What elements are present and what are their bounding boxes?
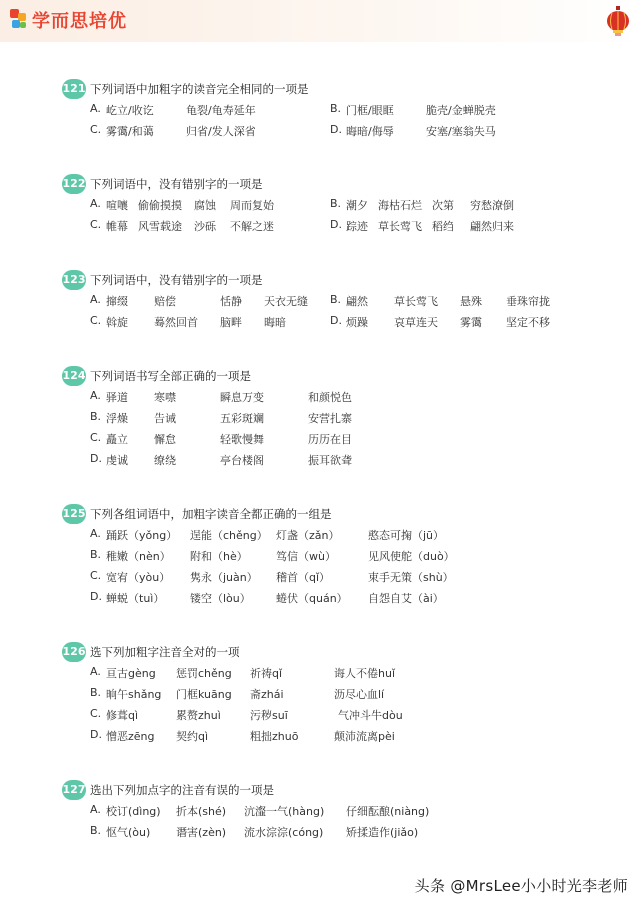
option-word: 海枯石烂 (378, 199, 422, 212)
option-word: 怄气(òu) (106, 826, 151, 839)
option-word: 告诫 (154, 412, 176, 425)
option-row (62, 567, 582, 588)
option-word: 踊跃（yǒng） (106, 529, 178, 542)
option-word: 稚嫩（nèn） (106, 550, 171, 563)
option-word: 历历在目 (308, 433, 352, 446)
option-word: 气冲斗牛dòu (338, 709, 403, 722)
option-row (62, 801, 582, 822)
option-row (62, 312, 582, 333)
option-word: 颠沛流离pèi (334, 730, 395, 743)
option-word: 修葺qì (106, 709, 139, 722)
option-word: 驿道 (106, 391, 128, 404)
option-word: 赔偿 (154, 295, 176, 308)
option-label: D. (330, 123, 342, 136)
question-stem: 选下列加粗字注音全对的一项 (90, 645, 240, 659)
question-125 (62, 503, 582, 609)
option-label: A. (90, 803, 101, 816)
option-label: B. (90, 548, 102, 561)
option-word: 腐蚀 (194, 199, 216, 212)
option-word: 晦暗 (264, 316, 286, 329)
question-123 (62, 269, 582, 333)
option-word: 喧嚷 (106, 199, 128, 212)
option-word: 稻绉 (432, 220, 454, 233)
option-word: 周而复始 (230, 199, 274, 212)
option-word: 斡旋 (106, 316, 128, 329)
option-word: 脑畔 (220, 316, 242, 329)
option-row (62, 525, 582, 546)
option-row (62, 726, 582, 747)
option-word: 和颜悦色 (308, 391, 352, 404)
option-row (62, 291, 582, 312)
option-row (62, 408, 582, 429)
option-word: 蝉蜕（tuì） (106, 592, 165, 605)
option-word: 矗立 (106, 433, 128, 446)
question-number: 126 (62, 642, 86, 662)
option-label: C. (90, 707, 102, 720)
option-word: 灯盏（zǎn） (276, 529, 340, 542)
option-row (62, 121, 582, 142)
question-number: 127 (62, 780, 86, 800)
option-row (62, 216, 582, 237)
option-word: 沥尽心血lí (334, 688, 385, 701)
option-word: 穷愁潦倒 (470, 199, 514, 212)
option-row (62, 100, 582, 121)
option-word: 逞能（chěng） (190, 529, 268, 542)
option-word: 恬静 (220, 295, 242, 308)
option-label: A. (90, 527, 101, 540)
option-word: 契约qì (176, 730, 209, 743)
question-number: 122 (62, 174, 86, 194)
option-word: 风雪载途 (138, 220, 182, 233)
page-header (0, 0, 640, 42)
option-word: 屹立/收讫 (106, 104, 154, 117)
option-word: 寒噤 (154, 391, 176, 404)
option-word: 安塞/塞翁失马 (426, 125, 496, 138)
logo-icon (10, 9, 28, 31)
option-word: 宽宥（yòu） (106, 571, 171, 584)
option-word: 沆瀣一气(hàng) (244, 805, 325, 818)
option-word: 翩然归来 (470, 220, 514, 233)
option-word: 天衣无缝 (264, 295, 308, 308)
option-word: 坚定不移 (506, 316, 550, 329)
option-word: 污秽suī (250, 709, 288, 722)
question-stem: 选出下列加点字的注音有误的一项是 (90, 783, 274, 797)
option-word: 翩然 (346, 295, 368, 308)
question-number: 123 (62, 270, 86, 290)
option-word: 粗拙zhuō (250, 730, 299, 743)
option-word: 矫揉造作(jiǎo) (346, 826, 419, 839)
option-word: 缭绕 (154, 454, 176, 467)
option-label: A. (90, 389, 101, 402)
option-label: B. (90, 410, 102, 423)
option-word: 偷偷摸摸 (138, 199, 182, 212)
option-row (62, 429, 582, 450)
option-word: 晦暗/侮辱 (346, 125, 394, 138)
option-word: 撺缀 (106, 295, 128, 308)
option-word: 晌午shǎng (106, 688, 162, 701)
option-label: D. (90, 452, 102, 465)
question-number: 124 (62, 366, 86, 386)
option-label: C. (90, 218, 102, 231)
option-word: 仔细酝酿(niàng) (346, 805, 430, 818)
question-stem: 下列词语中，没有错别字的一项是 (90, 273, 263, 287)
option-word: 隽永（juàn） (190, 571, 258, 584)
option-label: D. (330, 218, 342, 231)
option-word: 镂空（lòu） (190, 592, 251, 605)
option-word: 沙砾 (194, 220, 216, 233)
option-label: C. (90, 569, 102, 582)
option-label: D. (90, 590, 102, 603)
option-word: 帷幕 (106, 220, 128, 233)
option-word: 蓦然回首 (154, 316, 198, 329)
option-word: 五彩斑斓 (220, 412, 264, 425)
option-word: 龟裂/龟寿延年 (186, 104, 256, 117)
option-word: 笃信（wù） (276, 550, 336, 563)
option-word: 悬殊 (460, 295, 482, 308)
brand-logo (10, 7, 127, 33)
option-word: 脆壳/金蝉脱壳 (426, 104, 496, 117)
option-word: 自怨自艾（ài） (368, 592, 444, 605)
option-word: 虔诚 (106, 454, 128, 467)
option-row (62, 705, 582, 726)
option-word: 门框kuāng (176, 688, 232, 701)
option-word: 谮害(zèn) (176, 826, 227, 839)
option-word: 亭台楼阁 (220, 454, 264, 467)
question-number: 121 (62, 79, 86, 99)
option-word: 附和（hè） (190, 550, 248, 563)
option-word: 懈怠 (154, 433, 176, 446)
question-124 (62, 365, 582, 471)
option-word: 祈祷qǐ (250, 667, 283, 680)
question-stem: 下列各组词语中，加粗字读音全都正确的一组是 (90, 507, 332, 521)
question-stem: 下列词语中，没有错别字的一项是 (90, 177, 263, 191)
option-word: 归省/发人深省 (186, 125, 256, 138)
question-stem: 下列词语中加粗字的读音完全相同的一项是 (90, 82, 309, 96)
brand-name: 学而思培优 (32, 11, 127, 32)
option-word: 门框/眼眶 (346, 104, 394, 117)
option-row (62, 684, 582, 705)
option-row (62, 387, 582, 408)
question-number: 125 (62, 504, 86, 524)
option-word: 见风使舵（duò） (368, 550, 455, 563)
option-word: 烦躁 (346, 316, 368, 329)
option-word: 草长莺飞 (378, 220, 422, 233)
option-word: 轻歌慢舞 (220, 433, 264, 446)
watermark: 头条 @MrsLee小小时光李老师 (414, 877, 628, 895)
option-word: 次第 (432, 199, 454, 212)
option-word: 浮燥 (106, 412, 128, 425)
question-122 (62, 173, 582, 237)
question-stem: 下列词语书写全部正确的一项是 (90, 369, 251, 383)
question-126 (62, 641, 582, 747)
option-word: 草长莺飞 (394, 295, 438, 308)
option-word: 蜷伏（quán） (276, 592, 348, 605)
option-word: 垂珠帘拢 (506, 295, 550, 308)
option-word: 安营扎寨 (308, 412, 352, 425)
option-word: 稽首（qǐ） (276, 571, 331, 584)
lantern-icon (606, 6, 630, 36)
option-label: C. (90, 314, 102, 327)
option-word: 折本(shé) (176, 805, 227, 818)
option-word: 诲人不倦huǐ (334, 667, 395, 680)
option-word: 惩罚chěng (176, 667, 232, 680)
option-word: 振耳欲聋 (308, 454, 352, 467)
option-word: 哀草连天 (394, 316, 438, 329)
option-word: 憎恶zēng (106, 730, 155, 743)
option-word: 校订(dìng) (106, 805, 161, 818)
option-word: 流水淙淙(cóng) (244, 826, 324, 839)
option-label: A. (90, 293, 101, 306)
option-word: 累赘zhuì (176, 709, 221, 722)
option-word: 踪迹 (346, 220, 368, 233)
option-word: 束手无策（shù） (368, 571, 454, 584)
option-label: B. (90, 824, 102, 837)
option-label: B. (330, 102, 342, 115)
option-row (62, 546, 582, 567)
option-label: A. (90, 197, 101, 210)
option-row (62, 588, 582, 609)
option-word: 瞬息万变 (220, 391, 264, 404)
option-word: 潮夕 (346, 199, 368, 212)
option-word: 雾霭 (460, 316, 482, 329)
option-label: B. (330, 293, 342, 306)
question-121 (62, 78, 582, 142)
option-row (62, 663, 582, 684)
question-127 (62, 779, 582, 843)
option-row (62, 195, 582, 216)
option-label: B. (330, 197, 342, 210)
option-label: A. (90, 102, 101, 115)
option-label: A. (90, 665, 101, 678)
option-word: 斋zhái (250, 688, 284, 701)
option-label: D. (330, 314, 342, 327)
option-word: 不解之迷 (230, 220, 274, 233)
option-label: B. (90, 686, 102, 699)
option-label: C. (90, 123, 102, 136)
option-row (62, 822, 582, 843)
option-label: C. (90, 431, 102, 444)
option-label: D. (90, 728, 102, 741)
option-row (62, 450, 582, 471)
option-word: 憨态可掬（jū） (368, 529, 445, 542)
option-word: 亘古gèng (106, 667, 156, 680)
option-word: 雾霭/和蔼 (106, 125, 154, 138)
